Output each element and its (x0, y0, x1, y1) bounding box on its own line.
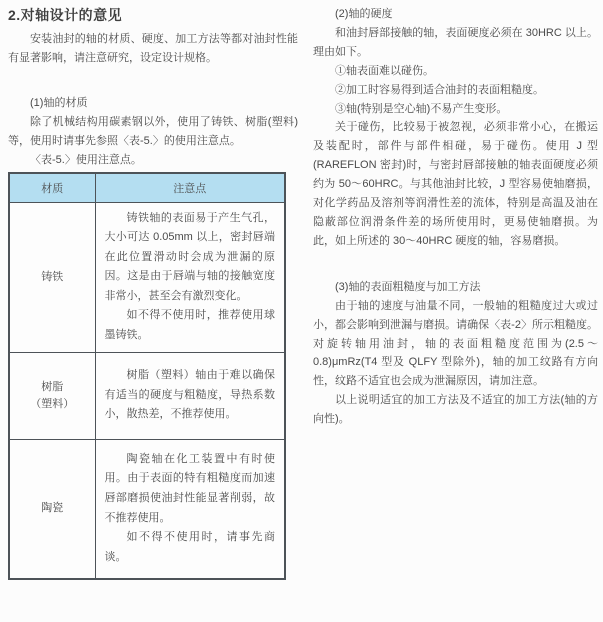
table-row (9, 352, 285, 439)
table-header (9, 173, 285, 203)
note-paragraph: 树脂（塑料）轴由于难以确保有适当的硬度与粗糙度，导热系数小，散热差，不推荐使用。 (104, 369, 275, 421)
material-label: 铸铁 (41, 270, 64, 283)
table-caption: 〈表-5.〉使用注意点。 (30, 153, 142, 166)
material-label: 树脂 (41, 381, 64, 394)
page-title: 2.对轴设计的意见 (8, 7, 123, 23)
right-column (313, 5, 598, 429)
section2-body: 关于碰伤，比较易于被忽视，必须非常小心，在搬运及装配时，部件与部件相碰，易于碰伤。使用 J 型(RAREFLON 密封)时，与密封唇部接触的轴表面硬度必须约为 50～60HRC。与其他油封比较，J 型容易使轴磨损，对化学药品及溶剂等润滑性差的流体，特别是高温及油在隐蔽部位润滑条件差的场所使用时，更易使轴磨损。为此，如上所述的 30～40HRC 硬度的轴，容易磨损。 (313, 121, 598, 247)
reason-item-2: ②加工时容易得到适合油封的表面粗糙度。 (335, 83, 544, 96)
column-header-notes: 注意点 (95, 173, 285, 203)
section3-body2: 以上说明适宜的加工方法及不适宜的加工方法(轴的方向性)。 (313, 394, 598, 426)
left-column (8, 5, 298, 580)
reason-item-3: ③轴(特别是空心轴)不易产生变形。 (335, 102, 508, 115)
section2-intro: 和油封唇部接触的轴，表面硬度必须在 30HRC 以上。理由如下。 (313, 26, 598, 58)
table-row (9, 202, 285, 352)
notes-cell (95, 352, 285, 439)
material-cell (9, 202, 95, 352)
table-row (9, 439, 285, 579)
note-paragraph: 铸铁轴的表面易于产生气孔，大小可达 0.05mm 以上，密封唇端在此位置滑动时会成为泄漏的原因。这是由于唇端与轴的接触宽度非常小，甚至会有激烈变化。 (104, 211, 275, 302)
section2-heading: (2)轴的硬度 (335, 8, 393, 20)
note-paragraph: 如不得不使用时，请事先商谈。 (104, 531, 275, 563)
column-header-material: 材质 (9, 173, 95, 203)
material-label-line2: （塑料） (30, 397, 75, 410)
notes-cell (95, 202, 285, 352)
section3-body1: 由于轴的速度与油量不同，一般轴的粗糙度过大或过小，都会影响到泄漏与磨损。请确保〈表-2〉所示粗糙度。对旋转轴用油封，轴的表面粗糙度范围为(2.5～0.8)μmRz(T4 型及 QLFY 型除外)，轴的加工纹路有方向性，纹路不适宜也会成为泄漏原因，请加注意。 (313, 299, 598, 388)
intro-paragraph: 安装油封的轴的材质、硬度、加工方法等都对油封性能有显著影响，请注意研究，设定设计规格。 (8, 33, 298, 64)
note-paragraph: 如不得不使用时，推荐使用球墨铸铁。 (104, 309, 275, 341)
section1-heading: (1)轴的材质 (30, 96, 88, 109)
reason-item-1: ①轴表面难以碰伤。 (335, 64, 434, 77)
material-cell (9, 439, 95, 579)
section1-body: 除了机械结构用碳素钢以外，使用了铸铁、树脂(塑料)等，使用时请事先参照〈表-5.〉的使用注意点。 (8, 115, 298, 147)
material-notes-table (8, 172, 286, 580)
material-cell (9, 352, 95, 439)
notes-cell (95, 439, 285, 579)
note-paragraph: 陶瓷轴在化工装置中有时使用。由于表面的特有粗糙度而加速唇部磨损使油封性能显著削弱，故不推荐使用。 (104, 452, 275, 524)
material-label: 陶瓷 (41, 502, 64, 515)
section3-heading: (3)轴的表面粗糙度与加工方法 (335, 280, 481, 293)
